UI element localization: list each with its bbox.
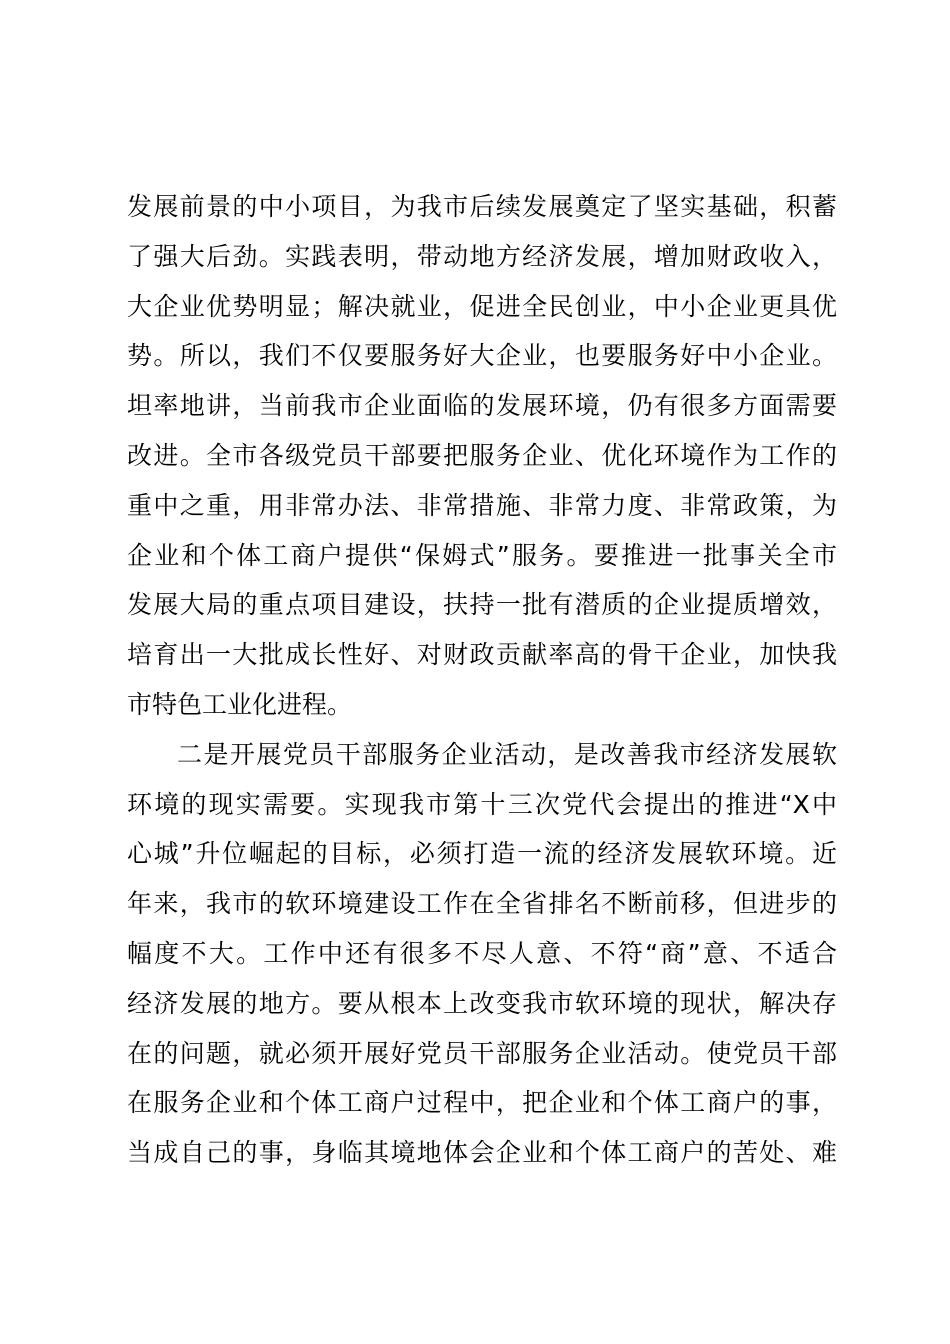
text-line: 了强大后劲。实践表明，带动地方经济发展，增加财政收入， bbox=[127, 241, 837, 271]
text-line: 在的问题，就必须开展好党员干部服务企业活动。使党员干部 bbox=[127, 1038, 837, 1068]
text-line: 培育出一大批成长性好、对财政贡献率高的骨干企业，加快我 bbox=[127, 640, 837, 670]
text-line: 企业和个体工商户提供“保姆式”服务。要推进一批事关全市 bbox=[127, 540, 837, 570]
text-line: 坦率地讲，当前我市企业面临的发展环境，仍有很多方面需要 bbox=[127, 391, 837, 421]
text-line: 经济发展的地方。要从根本上改变我市软环境的现状，解决存 bbox=[127, 988, 837, 1018]
text-line: 发展大局的重点项目建设，扶持一批有潜质的企业提质增效， bbox=[127, 590, 837, 620]
text-line: 改进。全市各级党员干部要把服务企业、优化环境作为工作的 bbox=[127, 440, 837, 470]
text-line: 幅度不大。工作中还有很多不尽人意、不符“商”意、不适合 bbox=[127, 938, 837, 968]
text-line: 二是开展党员干部服务企业活动，是改善我市经济发展软 bbox=[177, 739, 837, 769]
text-line: 当成自己的事，身临其境地体会企业和个体工商户的苦处、难 bbox=[127, 1138, 837, 1168]
text-line: 发展前景的中小项目，为我市后续发展奠定了坚实基础，积蓄 bbox=[127, 192, 837, 221]
text-line: 重中之重，用非常办法、非常措施、非常力度、非常政策，为 bbox=[127, 490, 837, 520]
text-line: 心城”升位崛起的目标，必须打造一流的经济发展软环境。近 bbox=[127, 839, 837, 869]
text-line: 市特色工业化进程。 bbox=[127, 689, 353, 719]
text-line: 在服务企业和个体工商户过程中，把企业和个体工商户的事， bbox=[127, 1088, 837, 1118]
text-line: 势。所以，我们不仅要服务好大企业，也要服务好中小企业。 bbox=[127, 341, 837, 371]
body-text bbox=[127, 182, 837, 1178]
text-line: 大企业优势明显；解决就业，促进全民创业，中小企业更具优 bbox=[127, 291, 837, 321]
text-line: 环境的现实需要。实现我市第十三次党代会提出的推进“X中 bbox=[127, 789, 837, 819]
text-line: 年来，我市的软环境建设工作在全省排名不断前移，但进步的 bbox=[127, 889, 837, 919]
